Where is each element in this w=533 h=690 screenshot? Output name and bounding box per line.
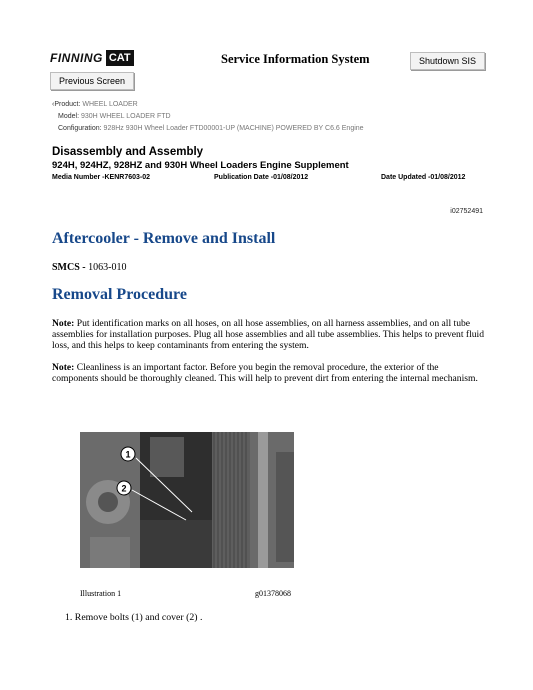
smcs-label: SMCS - [52, 262, 89, 273]
model-row [58, 113, 171, 120]
date-updated: Date Updated -01/08/2012 [381, 174, 466, 181]
note-label: Note: [52, 318, 75, 329]
document-id: i02752491 [450, 208, 483, 215]
page-title: Aftercooler - Remove and Install [52, 230, 276, 247]
note-text: Put identification marks on all hoses, on all hose assemblies, on all harness assemblies, and on all tube assemblies for installation purposes. Plug all hose assemblies and all tube assemblies. This helps to prevent fluid loss, and this helps to keep contaminants from entering the system. [52, 318, 485, 351]
section-title: Removal Procedure [52, 286, 187, 303]
previous-screen-button[interactable]: Previous Screen [50, 72, 134, 90]
aftercooler-illustration [80, 432, 294, 568]
product-label: Product: [54, 101, 81, 108]
configuration-row [58, 125, 364, 132]
config-value: 928Hz 930H Wheel Loader FTD00001-UP (MACHINE) POWERED BY C6.6 Engine [103, 125, 364, 132]
back-arrow-icon[interactable]: ‹ [52, 101, 55, 108]
note-identification [52, 318, 484, 351]
model-value: 930H WHEEL LOADER FTD [80, 113, 171, 120]
illustration-id: g01378068 [255, 589, 291, 598]
document-heading: Disassembly and Assembly [52, 146, 204, 158]
note-cleanliness [52, 362, 484, 384]
media-number: Media Number -KENR7603-02 [52, 174, 151, 181]
config-label: Configuration: [58, 125, 102, 132]
smcs-code [52, 262, 126, 273]
product-value: WHEEL LOADER [82, 101, 138, 108]
smcs-value: 1063-010 [88, 262, 127, 273]
note-label: Note: [52, 362, 75, 373]
step-1: 1. Remove bolts (1) and cover (2) . [65, 612, 203, 623]
finning-cat-logo [50, 49, 134, 67]
illustration-caption: Illustration 1 [80, 589, 122, 598]
model-label: Model: [58, 113, 80, 120]
callout-1: 1 [125, 449, 131, 460]
system-title: Service Information System [221, 52, 370, 66]
publication-date: Publication Date -01/08/2012 [214, 174, 309, 181]
product-row [52, 101, 138, 108]
illustration-photo [80, 432, 294, 568]
cat-badge: CAT [106, 50, 134, 66]
note-text: Cleanliness is an important factor. Before you begin the removal procedure, the exterior of the components should be thoroughly cleaned. This will help to prevent dirt from entering the internal mechanism. [52, 362, 478, 384]
document-subheading: 924H, 924HZ, 928HZ and 930H Wheel Loaders Engine Supplement [52, 160, 349, 171]
shutdown-sis-button[interactable]: Shutdown SIS [410, 52, 485, 70]
logo-wordmark: FINNING [50, 51, 103, 65]
callout-2: 2 [121, 483, 127, 494]
